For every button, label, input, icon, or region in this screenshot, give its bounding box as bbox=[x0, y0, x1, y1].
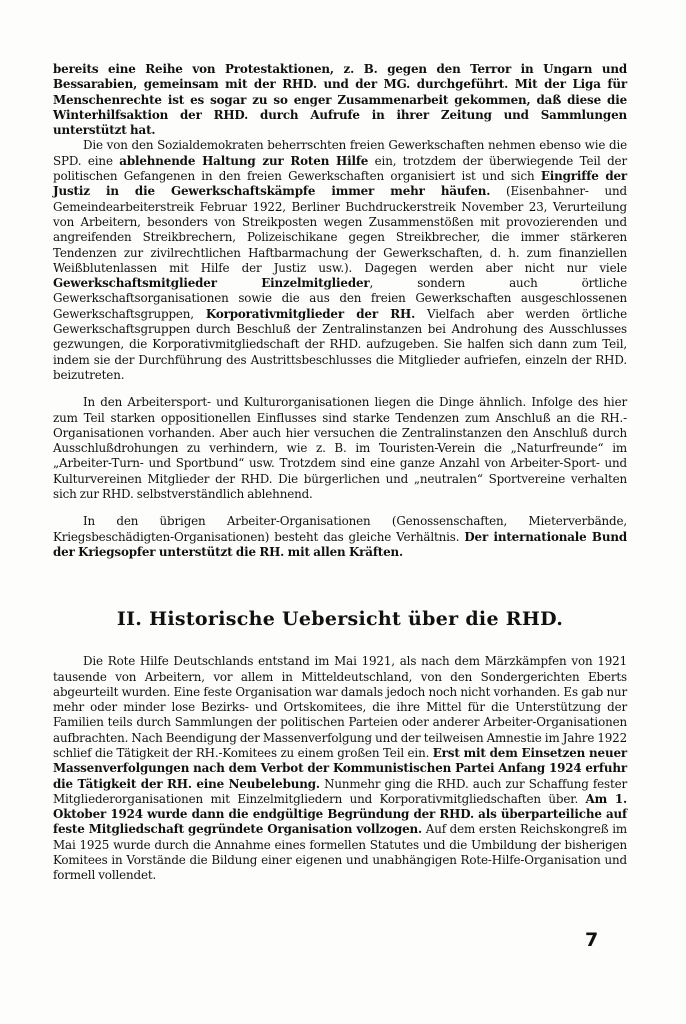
body-text: Auf dem ersten Reichskongreß im Mai 1925 wurde durch die Annahme eines formellen Statutes und die Umbildung der bisherigen Komitees in Vorstände die Bildung einer eigenen und unabhängigen Rote-Hilfe-Organisation und formell vollendet. bbox=[53, 822, 627, 883]
paragraph-group-bottom bbox=[53, 654, 627, 883]
emphasized-text: Der internationale Bund der Kriegsopfer unterstützt die RH. mit allen Kräften. bbox=[53, 529, 627, 559]
body-text: ein, trotzdem der überwiegende Teil der politischen Gefangenen in den freien Gewerkschaften organisiert ist und sich bbox=[53, 153, 627, 184]
emphasized-text: Korporativmitglieder der RH. bbox=[205, 306, 416, 321]
body-text: Die Rote Hilfe Deutschlands entstand im Mai 1921, als nach dem Märzkämpfen von 1921 tausende von Arbeitern, vor allem in Mitteldeutschland, von den Sondergerichten Eberts abgeurteilt wurden. Eine feste Organisation war damals jedoch noch nicht vorhanden. Es gab nur mehr oder minder lose Bezirks- und Ortskomitees, die ihre Mittel für die Unterstützung der Familien teils durch Sammlungen der politischen Parteien oder anderer Arbeiter-Organisationen aufbrachten. Nach Beendigung der Massenverfolgung und der teilweisen Amnestie im Jahre 1922 schlief die Tätigkeit der RH.-Komitees zu einem großen Teil ein. bbox=[53, 654, 627, 760]
section-heading: II. Historische Uebersicht über die RHD. bbox=[116, 608, 564, 631]
emphasized-text: Gewerkschaftsmitglieder Einzelmitglieder bbox=[53, 276, 370, 291]
emphasized-text: bereits eine Reihe von Protestaktionen, z. B. gegen den Terror in Ungarn und Bessarabien, gemeinsam mit der RHD. und der MG. durchgeführt. Mit der Liga für Menschenrechte ist es sogar zu so enger Zusammenarbeit gekommen, daß diese die Winterhilfsaktion der RHD. durch Aufrufe in ihrer Zeitung und Sammlungen unterstützt hat. bbox=[53, 62, 627, 138]
emphasized-text: Eingriffe der Justiz in die Gewerkschaftskämpfe immer mehr häufen. bbox=[53, 169, 628, 199]
paragraph bbox=[53, 62, 627, 138]
paragraph bbox=[53, 654, 627, 883]
emphasized-text: ablehnende Haltung zur Roten Hilfe bbox=[119, 153, 369, 168]
page-body bbox=[53, 62, 627, 884]
body-text: In den Arbeitersport- und Kulturorganisationen liegen die Dinge ähnlich. Infolge des hier zum Teil starken oppositionellen Einflusses sind starke Tendenzen zum Anschluß an die RH.-Organisationen vorhanden. Aber auch hier versuchen die Zentralinstanzen den Anschluß durch Ausschlußdrohungen zu verhindern, wie z. B. im Touristen-Verein die „Naturfreunde“ im „Arbeiter-Turn- und Sportbund“ usw. Trotzdem sind eine ganze Anzahl von Arbeiter-Sport- und Kulturvereinen Mitglieder der RHD. Die bürgerlichen und „neutralen“ Sportvereine verhalten sich zur RHD. selbstverständlich ablehnend. bbox=[53, 395, 627, 502]
body-text: , sondern auch örtliche Gewerkschaftsorganisationen sowie die aus den freien Gewerkschaften ausgeschlossenen Gewerkschaftsgruppen, bbox=[53, 276, 627, 321]
paragraph bbox=[53, 514, 627, 560]
paragraph-group-top bbox=[53, 62, 627, 560]
body-text: (Eisenbahner- und Gemeindearbeiterstreik Februar 1922, Berliner Buchdruckerstreik November 23, Verurteilung von Arbeitern, besonders von Streikposten wegen Zusammenstößen mit provozierenden und angreifenden Streikbrechern, Polizeischikane gegen Streikbrecher, die immer stärkeren Tendenzen zur zivilrechtlichen Haftbarmachung der Gewerkschaften, d. h. zum finanziellen Weißblutenlassen mit Hilfe der Justiz usw.). Dagegen werden aber nicht nur viele bbox=[53, 184, 627, 275]
body-text: Nunmehr ging die RHD. auch zur Schaffung fester Mitgliederorganisationen mit Einzelmitgliedern und Korporativmitgliedschaften über. bbox=[53, 776, 627, 806]
emphasized-text: Am 1. Oktober 1924 wurde dann die endgültige Begründung der RHD. als überparteiliche auf feste Mitgliedschaft gegründete Organisation vollzogen. bbox=[53, 791, 627, 837]
emphasized-text: Erst mit dem Einsetzen neuer Massenverfolgungen nach dem Verbot der Kommunistischen Partei Anfang 1924 erfuhr die Tätigkeit der RH. eine Neubelebung. bbox=[53, 745, 627, 791]
body-text: Vielfach aber werden örtliche Gewerkschaftsgruppen durch Beschluß der Zentralinstanzen bei Androhung des Ausschlusses gezwungen, die Korporativmitgliedschaft der RHD. aufzugeben. Sie halfen sich dann zum Teil, indem sie der Durchführung des Austrittsbeschlusses die Mitglieder aufriefen, einzeln der RHD. beizutreten. bbox=[53, 306, 628, 382]
body-text: In den übrigen Arbeiter-Organisationen (Genossenschaften, Mieterverbände, Kriegsbeschädigten-Organisationen) besteht das gleiche Verhältnis. bbox=[53, 514, 627, 544]
body-text: Die von den Sozialdemokraten beherrschten freien Gewerkschaften nehmen ebenso wie die SPD. eine bbox=[53, 138, 627, 168]
paragraph bbox=[53, 395, 627, 502]
paragraph bbox=[53, 138, 627, 383]
page-number: 7 bbox=[585, 929, 599, 951]
